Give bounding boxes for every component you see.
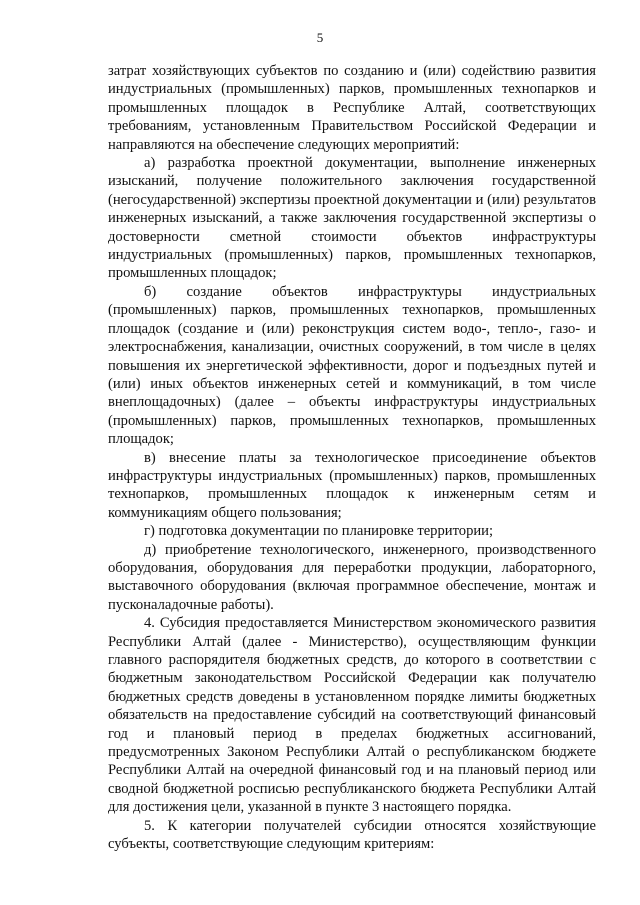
paragraph-item-v: в) внесение платы за технологическое присоединение объектов инфраструктуры индустриальных (промышленных) парков, промышленных технопарков, промышленных площадок к инженерным сетям и коммуникациям общего пользования; bbox=[108, 449, 596, 521]
document-body bbox=[108, 62, 596, 853]
paragraph-clause-4: 4. Субсидия предоставляется Министерством экономического развития Республики Алтай (далее - Министерство), осуществляющим функции главного распорядителя бюджетных средств, до которого в соответствии с бюджетным законодательством Российской Федерации как получателю бюджетных средств доведены в установленном порядке лимиты бюджетных обязательств на предоставление субсидий на соответствующий финансовый год и плановый период в пределах бюджетных ассигнований, предусмотренных Законом Республики Алтай о республиканском бюджете Республики Алтай на очередной финансовый год и на плановый период или сводной бюджетной росписью республиканского бюджета Республики Алтай для достижения цели, указанной в пункте 3 настоящего порядка. bbox=[108, 615, 596, 816]
paragraph-item-b: б) создание объектов инфраструктуры индустриальных (промышленных) парков, промышленных технопарков, промышленных площадок (создание и (или) реконструкция систем водо-, тепло-, газо- и электроснабжения, канализации, очистных сооружений, в том числе в целях повышения их энергетической эффективности, дорог и подъездных путей и (или) иных объектов инженерных сетей и коммуникаций, в том числе внеплощадочных) (далее – объекты инфраструктуры индустриальных (промышленных) парков, промышленных технопарков, промышленных площадок; bbox=[108, 283, 596, 448]
page-number: 5 bbox=[316, 30, 324, 45]
paragraph-clause-5: 5. К категории получателей субсидии относятся хозяйствующие субъекты, соответствующие следующим критериям: bbox=[108, 817, 596, 853]
paragraph-item-d: д) приобретение технологического, инженерного, производственного оборудования, оборудования для переработки продукции, лабораторного, выставочного оборудования (включая программное обеспечение, монтаж и пусконаладочные работы). bbox=[108, 541, 596, 613]
paragraph-item-g: г) подготовка документации по планировке территории; bbox=[144, 523, 494, 540]
paragraph-continuation: затрат хозяйствующих субъектов по созданию и (или) содействию развития индустриальных (промышленных) парков, промышленных технопарков и промышленных площадок в Республике Алтай, соответствующих требованиям, установленным Правительством Российской Федерации и направляются на обеспечение следующих мероприятий: bbox=[108, 63, 596, 153]
paragraph-item-a: а) разработка проектной документации, выполнение инженерных изысканий, получение положительного заключения государственной (негосударственной) экспертизы проектной документации и (или) результатов инженерных изысканий, а также заключения государственной экспертизы о достоверности сметной стоимости объектов инфраструктуры индустриальных (промышленных) парков, промышленных технопарков, промышленных площадок; bbox=[108, 155, 596, 282]
